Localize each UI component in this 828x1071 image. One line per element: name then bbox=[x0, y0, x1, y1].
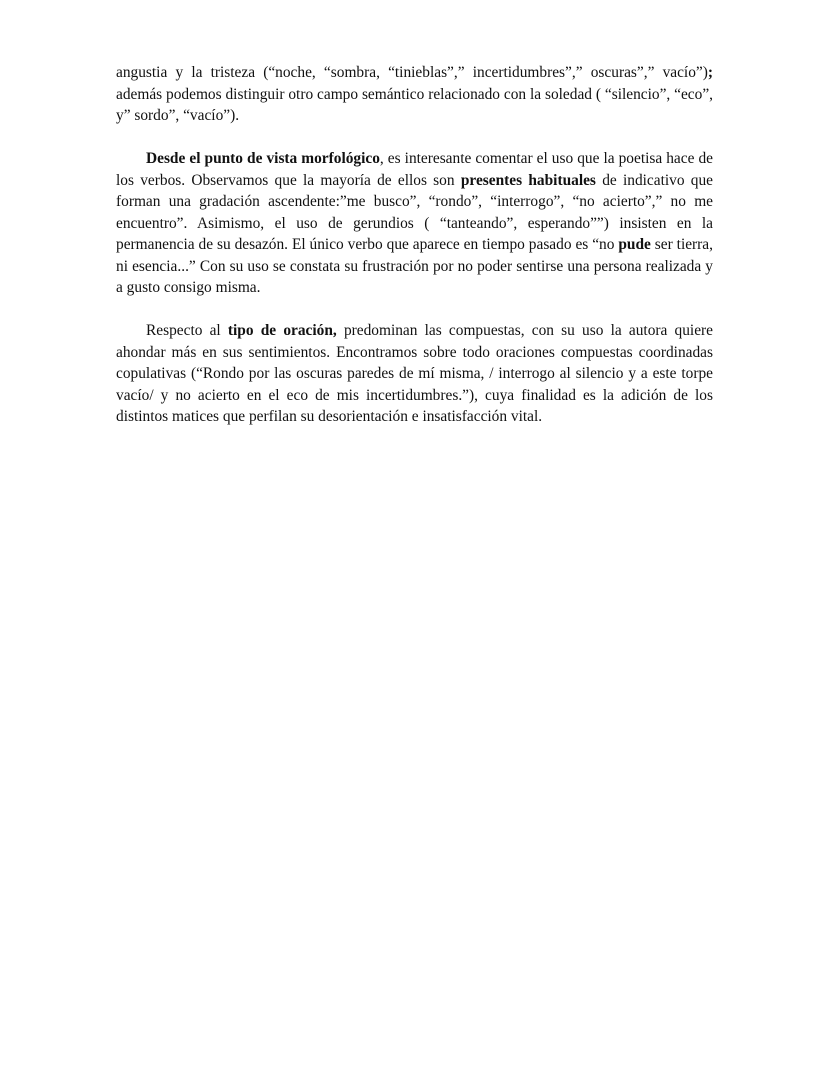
paragraph-semantic-fields bbox=[116, 62, 713, 127]
bold-span: ; bbox=[707, 64, 713, 81]
bold-span: tipo de oración, bbox=[227, 322, 337, 339]
text-span: además podemos distinguir otro campo semántico relacionado con la soledad ( “silencio”, “eco”, y” sordo”, “vacío”). bbox=[116, 85, 713, 124]
bold-span: presentes habituales bbox=[460, 171, 596, 189]
text-span: , es interesante comentar el uso que la poetisa hace de los verbos. Observamos que la mayoría de ellos son bbox=[116, 150, 713, 189]
text-span: Respecto al bbox=[146, 322, 228, 339]
text-span: de indicativo que forman una gradación ascendente:”me busco”, “rondo”, “interrogo”, “no acierto”,” no me encuentro”. Asimismo, el uso de gerundios ( “tanteando”, esperando””) insisten en la permanencia de su desazón. El único verbo que aparece en tiempo pasado es “no bbox=[116, 171, 714, 253]
document-page bbox=[116, 62, 713, 449]
bold-span: pude bbox=[618, 236, 651, 253]
text-span: ser tierra, ni esencia...” Con su uso se constata su frustración por no poder sentirse una persona realizada y a gusto consigo misma. bbox=[116, 236, 713, 296]
text-span: predominan las compuestas, con su uso la autora quiere ahondar más en sus sentimientos. Encontramos sobre todo oraciones compuestas coordinadas copulativas (“Rondo por las oscuras paredes de mí misma, / interrogo al silencio y a este torpe vacío/ y no acierto en el eco de mis incertidumbres.”), cuya finalidad es la adición de los distintos matices que perfilan su desorientación e insatisfacción vital. bbox=[116, 322, 713, 425]
paragraph-sentence-type bbox=[116, 320, 713, 428]
text-span: angustia y la tristeza (“noche, “sombra, “tinieblas”,” incertidumbres”,” oscuras”,” vacío”) bbox=[116, 64, 708, 81]
bold-span: Desde el punto de vista morfológico bbox=[146, 150, 380, 167]
paragraph-morphology bbox=[116, 148, 713, 299]
